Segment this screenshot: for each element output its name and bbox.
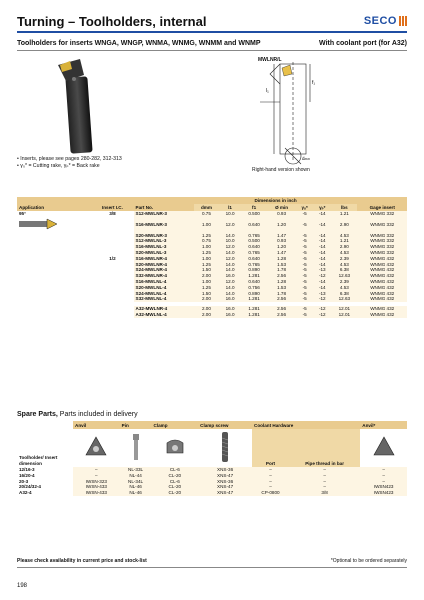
value-cell: -5 [296,267,313,273]
value-cell: -5 [296,238,313,244]
value-cell: 1.25 [194,262,219,268]
col-port: Port [252,429,289,467]
value-cell: -5 [296,244,313,250]
spare-cell: NL-33L [120,467,152,473]
spare-cell: – [252,467,289,473]
col-dimension: Toolholder/ Insert dimension [17,429,73,467]
spare-parts-body [17,467,407,496]
spare-cell: – [360,467,407,473]
value-cell: 1.47 [267,250,296,256]
value-cell: 14.0 [219,285,241,291]
spare-cell: IWSN-323 [73,479,120,485]
value-cell: -14 [313,217,331,233]
application-cell: 95° [17,211,91,217]
col-dmin: Ø min [267,204,296,211]
value-cell: 0.500 [241,238,267,244]
spare-cell: – [252,479,289,485]
value-cell: 12.01 [331,312,357,318]
spare-cell: XNS-47 [198,484,252,490]
svg-text:l₁: l₁ [266,88,269,94]
value-cell: 2.56 [267,306,296,312]
dimension-cell: 16/20-4 [17,473,73,479]
subheader-rule [17,50,407,51]
value-cell: 1.28 [267,256,296,262]
value-cell: -12 [313,296,331,302]
spare-cell: NL-34L [120,479,152,485]
footer-rule [17,567,407,568]
value-cell: 1.20 [267,244,296,250]
value-cell: -5 [296,250,313,256]
value-cell: 1.50 [194,291,219,297]
value-cell: -14 [313,256,331,262]
part-no-cell: S16-MWLNR-4 [134,256,194,262]
value-cell: 1.53 [267,262,296,268]
table-row [17,312,407,318]
value-cell: 16.0 [219,273,241,279]
value-cell: 1.00 [194,244,219,250]
value-cell: WNMG 432 [357,312,407,318]
value-cell: 4.53 [331,285,357,291]
value-cell: 1.47 [267,233,296,239]
value-cell: 1.20 [267,217,296,233]
value-cell: -5 [296,312,313,318]
value-cell: 2.56 [267,296,296,302]
value-cell: 2.56 [267,312,296,318]
value-cell: 0.93 [267,211,296,217]
spare-cell: NL-44 [120,473,152,479]
value-cell: -13 [313,291,331,297]
clamp-screw-picture [198,429,252,467]
value-cell: 10.0 [219,211,241,217]
value-cell: 14.0 [219,291,241,297]
spare-cell: – [360,479,407,485]
value-cell: WNMG 432 [357,273,407,279]
spare-cell: CL-20 [151,490,198,496]
value-cell: -5 [296,285,313,291]
col-part-no: Part No. [134,197,194,211]
value-cell: 0.640 [241,279,267,285]
part-no-cell: S24-MWLNR-4 [134,267,194,273]
value-cell: 1.53 [267,285,296,291]
dimensions-header: Dimensions in inch [194,197,358,204]
value-cell: -5 [296,211,313,217]
value-cell: 0.890 [241,291,267,297]
value-cell: 1.25 [194,250,219,256]
value-cell: 12.0 [219,217,241,233]
spare-cell: CL-6 [151,479,198,485]
page-title: Turning – Toolholders, internal [17,14,207,29]
value-cell: 2.39 [331,279,357,285]
value-cell: -5 [296,306,313,312]
col-weight: lbs [331,204,357,211]
svg-text:dₘₘ: dₘₘ [302,156,311,161]
value-cell: -5 [296,217,313,233]
anvil-optional-picture [360,429,407,467]
value-cell: -12 [313,273,331,279]
value-cell: WNMG 432 [357,279,407,285]
insert-ic-cell: 3/8 [91,211,133,217]
value-cell: -5 [296,256,313,262]
value-cell: 0.640 [241,217,267,233]
value-cell: 1.50 [194,267,219,273]
col-dmm: dmm [194,204,219,211]
col-gage-insert: Gage insert [357,197,407,211]
subheader-right: With coolant port (for A32) [319,40,407,47]
value-cell: WNMG 432 [357,306,407,312]
part-no-cell: S16-MWLNL-3 [134,244,194,250]
spare-cell: – [73,473,120,479]
value-cell: 2.00 [194,312,219,318]
value-cell: 2.00 [194,273,219,279]
value-cell: WNMG 332 [357,244,407,250]
value-cell: WNMG 432 [357,267,407,273]
value-cell: 0.765 [241,233,267,239]
value-cell: WNMG 432 [357,262,407,268]
pin-picture [120,429,152,467]
value-cell: -5 [296,233,313,239]
part-no-cell: S20-MWLNR-3 [134,233,194,239]
value-cell: 14.0 [219,267,241,273]
spare-cell: CP-0800 [252,490,289,496]
application-cell [17,217,91,233]
value-cell: WNMG 432 [357,256,407,262]
value-cell: 14.0 [219,262,241,268]
part-no-cell: S32-MWLNR-4 [134,273,194,279]
clamp-picture [151,429,198,467]
spare-cell: CL-6 [151,467,198,473]
value-cell: -5 [296,279,313,285]
col-gamma-o: γₒ* [296,204,313,211]
value-cell: WNMG 432 [357,296,407,302]
logo-text: SECO [363,15,397,27]
col-pipe-thread: Pipe thread in bar [289,429,360,467]
col-insert-ic: Insert I.C. [91,197,133,211]
value-cell: -14 [313,244,331,250]
col-f1: f1 [241,204,267,211]
value-cell: -14 [313,233,331,239]
part-no-cell: S20-MWLNL-3 [134,250,194,256]
seco-logo [364,14,407,28]
spare-cell: IWSN423 [360,490,407,496]
value-cell: 4.53 [331,250,357,256]
value-cell: -14 [313,279,331,285]
value-cell: WNMG 332 [357,211,407,217]
value-cell: 16.0 [219,296,241,302]
value-cell: 1.28 [267,279,296,285]
value-cell: 1.281 [241,273,267,279]
value-cell: 2.00 [194,296,219,302]
value-cell: 12.63 [331,296,357,302]
value-cell: 2.90 [331,244,357,250]
value-cell: -12 [313,306,331,312]
value-cell: 0.756 [241,285,267,291]
value-cell: -14 [313,285,331,291]
spare-parts-table [17,421,407,496]
value-cell: -5 [296,262,313,268]
value-cell: -13 [313,267,331,273]
bullet-inserts: • Inserts, please see pages 280-282, 312-313 [17,156,122,162]
value-cell: -5 [296,273,313,279]
insert-ic-cell: 1/2 [91,256,133,262]
part-no-cell: A32-MWLNR-4 [134,306,194,312]
part-no-cell: S16-MWLNR-3 [134,217,194,233]
drawing-caption: Right-hand version shown [252,167,310,173]
spare-cell: – [289,467,360,473]
value-cell: 12.63 [331,273,357,279]
value-cell: 1.00 [194,217,219,233]
col-l1: l1 [219,204,241,211]
value-cell: 0.93 [267,238,296,244]
col-coolant: Coolant Hardware [252,421,360,429]
value-cell: 16.0 [219,312,241,318]
value-cell: 12.0 [219,256,241,262]
part-no-cell: S12-MWLNL-3 [134,238,194,244]
part-no-cell: A32-MWLNL-4 [134,312,194,318]
value-cell: 1.21 [331,238,357,244]
value-cell: 6.38 [331,267,357,273]
spare-cell: CL-20 [151,473,198,479]
value-cell: 1.25 [194,285,219,291]
dimension-cell: 12/16-3 [17,467,73,473]
spare-cell: – [73,467,120,473]
spare-cell: – [360,473,407,479]
spare-cell: NL-46 [120,484,152,490]
spare-cell: – [252,484,289,490]
spare-parts-title [17,411,138,418]
spare-parts-title-rest: Parts included in delivery [57,411,138,418]
dimension-cell: 20/24/32-4 [17,484,73,490]
value-cell: WNMG 332 [357,217,407,233]
value-cell: 12.0 [219,244,241,250]
spare-cell: IWSN-433 [73,484,120,490]
spare-row [17,490,407,496]
value-cell: 14.0 [219,233,241,239]
table-row [17,217,407,233]
col-gamma-p: γₚ* [313,204,331,211]
value-cell: 1.25 [194,233,219,239]
spare-cell: XNS-36 [198,467,252,473]
application-icon [19,217,59,231]
col-application: Application [17,197,91,211]
value-cell: 0.640 [241,256,267,262]
spare-cell: XNS-47 [198,490,252,496]
value-cell: WNMG 332 [357,233,407,239]
value-cell: 1.281 [241,312,267,318]
dimension-cell: A32-4 [17,490,73,496]
spare-cell: XNS-47 [198,473,252,479]
value-cell: -14 [313,211,331,217]
part-no-cell: S32-MWLNL-4 [134,296,194,302]
value-cell: 0.75 [194,238,219,244]
value-cell: 0.765 [241,262,267,268]
value-cell: 1.281 [241,296,267,302]
value-cell: 1.00 [194,256,219,262]
spare-cell: 3/8 [289,490,360,496]
value-cell: 1.00 [194,279,219,285]
col-clamp-screw: Clamp screw [198,421,252,429]
spare-cell: IWSN-433 [73,490,120,496]
spare-cell: – [252,473,289,479]
value-cell: 2.56 [267,273,296,279]
value-cell: -12 [313,312,331,318]
footer-note-right: *Optional to be ordered separately [330,558,407,564]
application-cell [17,312,91,318]
insert-ic-cell [91,217,133,233]
footer-note-left: Please check availability in current price and stock-list [17,558,147,564]
part-no-cell: S12-MWLNR-3 [134,211,194,217]
col-pin: Pin [120,421,152,429]
value-cell: 1.78 [267,267,296,273]
part-no-cell: S16-MWLNL-4 [134,279,194,285]
drawing-label: MWLNR/L [258,57,282,63]
part-no-cell: S24-MWLNL-4 [134,291,194,297]
value-cell: -14 [313,250,331,256]
spare-cell: – [289,479,360,485]
value-cell: 0.890 [241,267,267,273]
toolholder-photo [40,55,120,155]
value-cell: 6.38 [331,291,357,297]
spare-cell: NL-46 [120,490,152,496]
value-cell: 2.00 [194,306,219,312]
toolholder-table-body [17,211,407,318]
value-cell: WNMG 432 [357,291,407,297]
insert-ic-cell [91,312,133,318]
value-cell: 0.640 [241,244,267,250]
page-number: 198 [17,583,28,589]
value-cell: 1.281 [241,306,267,312]
toolholder-table [17,197,407,318]
value-cell: 0.500 [241,211,267,217]
anvil-picture [73,429,120,467]
value-cell: 12.0 [219,279,241,285]
value-cell: 1.21 [331,211,357,217]
bullet-rake: • γ₀* = Cutting rake, γₚ* = Back rake [17,163,100,169]
value-cell: WNMG 332 [357,250,407,256]
part-no-cell: S20-MWLNR-4 [134,262,194,268]
header-rule [17,31,407,33]
value-cell: 2.39 [331,256,357,262]
value-cell: WNMG 332 [357,238,407,244]
value-cell: -5 [296,291,313,297]
value-cell: 0.765 [241,250,267,256]
value-cell: 14.0 [219,250,241,256]
value-cell: 4.53 [331,233,357,239]
subheader-left: Toolholders for inserts WNGA, WNGP, WNMA, WNMG, WNMM and WNMP [17,40,261,47]
value-cell: 4.53 [331,262,357,268]
spare-cell: IWSN423 [360,484,407,490]
value-cell: -14 [313,238,331,244]
value-cell: 10.0 [219,238,241,244]
logo-bars-icon [399,16,407,26]
part-no-cell: S20-MWLNL-4 [134,285,194,291]
col-clamp: Clamp [151,421,198,429]
value-cell: 12.01 [331,306,357,312]
spare-cell: – [289,473,360,479]
value-cell: WNMG 432 [357,285,407,291]
value-cell: 2.90 [331,217,357,233]
col-anvil-optional: Anvil* [360,421,407,429]
spare-cell: CL-20 [151,484,198,490]
svg-text:f₁: f₁ [312,80,316,86]
col-anvil: Anvil [73,421,120,429]
dimension-cell: 20-3 [17,479,73,485]
value-cell: -5 [296,296,313,302]
spare-parts-title-bold: Spare Parts, [17,411,58,418]
value-cell: 16.0 [219,306,241,312]
value-cell: 1.78 [267,291,296,297]
spare-cell: – [289,484,360,490]
technical-drawing [240,62,350,167]
spare-cell: XNS-36 [198,479,252,485]
value-cell: -14 [313,262,331,268]
value-cell: 0.75 [194,211,219,217]
